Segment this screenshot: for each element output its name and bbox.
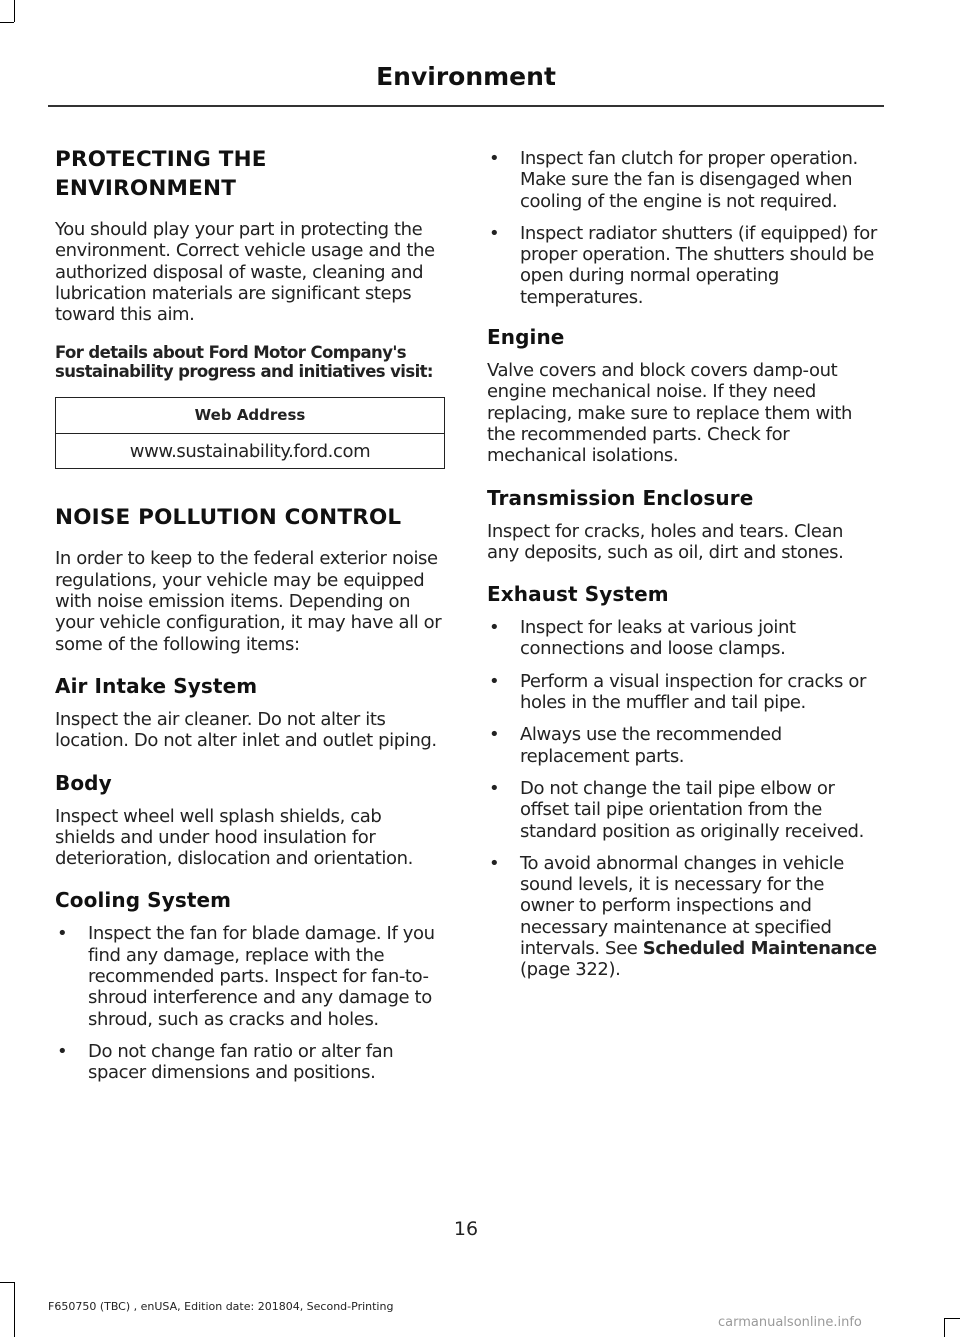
bullet-icon: • xyxy=(489,852,500,874)
edition-info: F650750 (TBC) , enUSA, Edition date: 201804, Second-Printing xyxy=(48,1300,394,1313)
bullet-icon: • xyxy=(489,670,500,692)
list-item: • Inspect for leaks at various joint connections and loose clamps. xyxy=(489,617,796,660)
sustainability-intro: For details about Ford Motor Company's sustainability progress and initiatives visit: xyxy=(55,343,433,382)
list-item: • To avoid abnormal changes in vehicle sound levels, it is necessary for the owner to perform inspections and necessary maintenance at specified intervals. See Scheduled Maintenance (page 322). xyxy=(489,852,877,981)
web-address-table xyxy=(55,397,445,469)
crop-mark-top-left-horizontal xyxy=(0,22,14,23)
list-item: • Do not change fan ratio or alter fan spacer dimensions and positions. xyxy=(57,1040,394,1084)
air-intake-heading: Air Intake System xyxy=(55,673,258,698)
body-paragraph: Inspect wheel well splash shields, cab shields and under hood insulation for deterioration, dislocation and orientation. xyxy=(55,805,413,870)
list-item: • Always use the recommended replacement parts. xyxy=(489,724,782,767)
right-column xyxy=(487,148,879,997)
list-item: • Inspect the fan for blade damage. If you find any damage, replace with the recommended parts. Inspect for fan-to-shroud interference and any damage to shroud, such as cracks and holes. xyxy=(57,923,435,1030)
scheduled-maintenance-link[interactable]: Scheduled Maintenance xyxy=(642,938,877,960)
page-number: 16 xyxy=(453,1218,479,1240)
engine-paragraph: Valve covers and block covers damp-out engine mechanical noise. If they need replacing, make sure to replace them with the recommended parts. Check for mechanical isolations. xyxy=(487,360,853,467)
air-intake-paragraph: Inspect the air cleaner. Do not alter its location. Do not alter inlet and outlet piping. xyxy=(55,708,437,752)
left-column xyxy=(55,145,445,1100)
noise-pollution-heading: NOISE POLLUTION CONTROL xyxy=(55,505,402,531)
bullet-icon: • xyxy=(489,724,500,746)
bullet-icon: • xyxy=(489,222,500,244)
protecting-environment-paragraph: You should play your part in protecting the environment. Correct vehicle usage and the authorized disposal of waste, cleaning and lubrication materials are significant steps toward this aim. xyxy=(55,219,435,326)
crop-mark-bottom-right-horizontal xyxy=(944,1318,960,1319)
crop-mark-top-left-vertical xyxy=(14,0,15,22)
header-divider xyxy=(48,105,884,107)
page-header-title: Environment xyxy=(376,62,556,91)
web-address-value: www.sustainability.ford.com xyxy=(56,434,445,469)
list-item: • Perform a visual inspection for cracks or holes in the muffler and tail pipe. xyxy=(489,670,866,714)
bullet-icon: • xyxy=(57,1040,68,1062)
cooling-system-heading: Cooling System xyxy=(55,888,232,913)
transmission-enclosure-paragraph: Inspect for cracks, holes and tears. Clean any deposits, such as oil, dirt and stones. xyxy=(487,520,844,563)
exhaust-system-heading: Exhaust System xyxy=(487,582,669,607)
list-item: • Do not change the tail pipe elbow or offset tail pipe orientation from the standard position as originally received. xyxy=(489,777,864,842)
watermark: carmanualsonline.info xyxy=(718,1315,862,1330)
transmission-enclosure-heading: Transmission Enclosure xyxy=(487,485,754,510)
bullet-icon: • xyxy=(57,923,68,945)
crop-mark-bottom-right-vertical xyxy=(944,1318,945,1337)
heading-line-2: ENVIRONMENT xyxy=(55,176,237,201)
cooling-bullet-list-continued xyxy=(487,148,879,308)
crop-mark-bottom-left-horizontal xyxy=(0,1282,14,1283)
list-item: • Inspect fan clutch for proper operation. Make sure the fan is disengaged when cooling of the engine is not required. xyxy=(489,148,858,212)
noise-pollution-paragraph: In order to keep to the federal exterior noise regulations, your vehicle may be equipped with noise emission items. Depending on your vehicle configuration, it may have all or some of the following items: xyxy=(55,548,442,655)
cooling-bullet-list xyxy=(55,923,445,1083)
exhaust-bullet-list xyxy=(487,617,879,980)
engine-heading: Engine xyxy=(487,325,565,350)
bullet-icon: • xyxy=(489,148,500,169)
bullet-icon: • xyxy=(489,617,500,639)
body-heading: Body xyxy=(55,770,112,795)
protecting-environment-heading xyxy=(55,145,445,203)
heading-line-1: PROTECTING THE xyxy=(55,147,267,172)
web-address-header: Web Address xyxy=(56,398,445,434)
crop-mark-bottom-left-vertical xyxy=(14,1282,15,1337)
bullet-icon: • xyxy=(489,777,500,799)
list-item: • Inspect radiator shutters (if equipped) for proper operation. The shutters should be open during normal operating temperatures. xyxy=(489,222,877,308)
